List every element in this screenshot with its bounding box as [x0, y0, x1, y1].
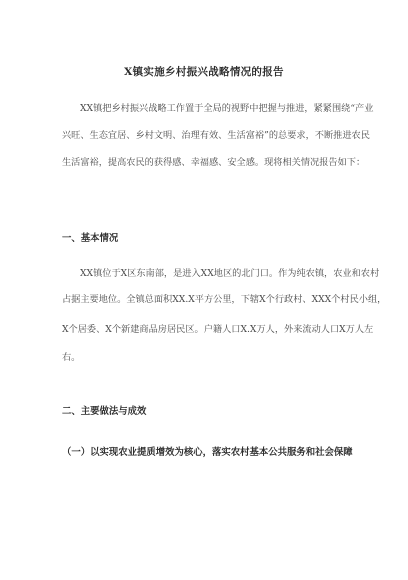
section-1-heading: 一、基本情况	[62, 233, 119, 244]
section-2-heading: 二、主要做法与成效	[62, 406, 147, 417]
section-1-line-2: 占据主要地位。全镇总面积XX.X平方公里，下辖X个行政村、XXX个村民小组，	[62, 294, 387, 305]
intro-line-1: XX镇把乡村振兴战略工作置于全局的视野中把握与推进，紧紧围绕“产业	[80, 103, 374, 114]
section-1-line-3: X个居委、X个新建商品房居民区。户籍人口X.X万人，外来流动人口X万人左	[62, 324, 374, 335]
section-2-subheading: （一）以实现农业提质增效为核心，落实农村基本公共服务和社会保障	[62, 447, 353, 458]
document-title: X镇实施乡村振兴战略情况的报告	[124, 66, 284, 78]
section-1-line-4: 右。	[62, 352, 81, 363]
intro-line-3: 生活富裕，提高农民的获得感、幸福感、安全感。现将相关情况报告如下：	[62, 157, 366, 168]
intro-line-2: 兴旺、生态宜居、乡村文明、治理有效、生活富裕”的总要求，不断推进农民	[62, 130, 370, 141]
section-1-line-1: XX镇位于X区东南部，是进入XX地区的北门口。作为纯农镇，农业和农村	[80, 268, 380, 279]
